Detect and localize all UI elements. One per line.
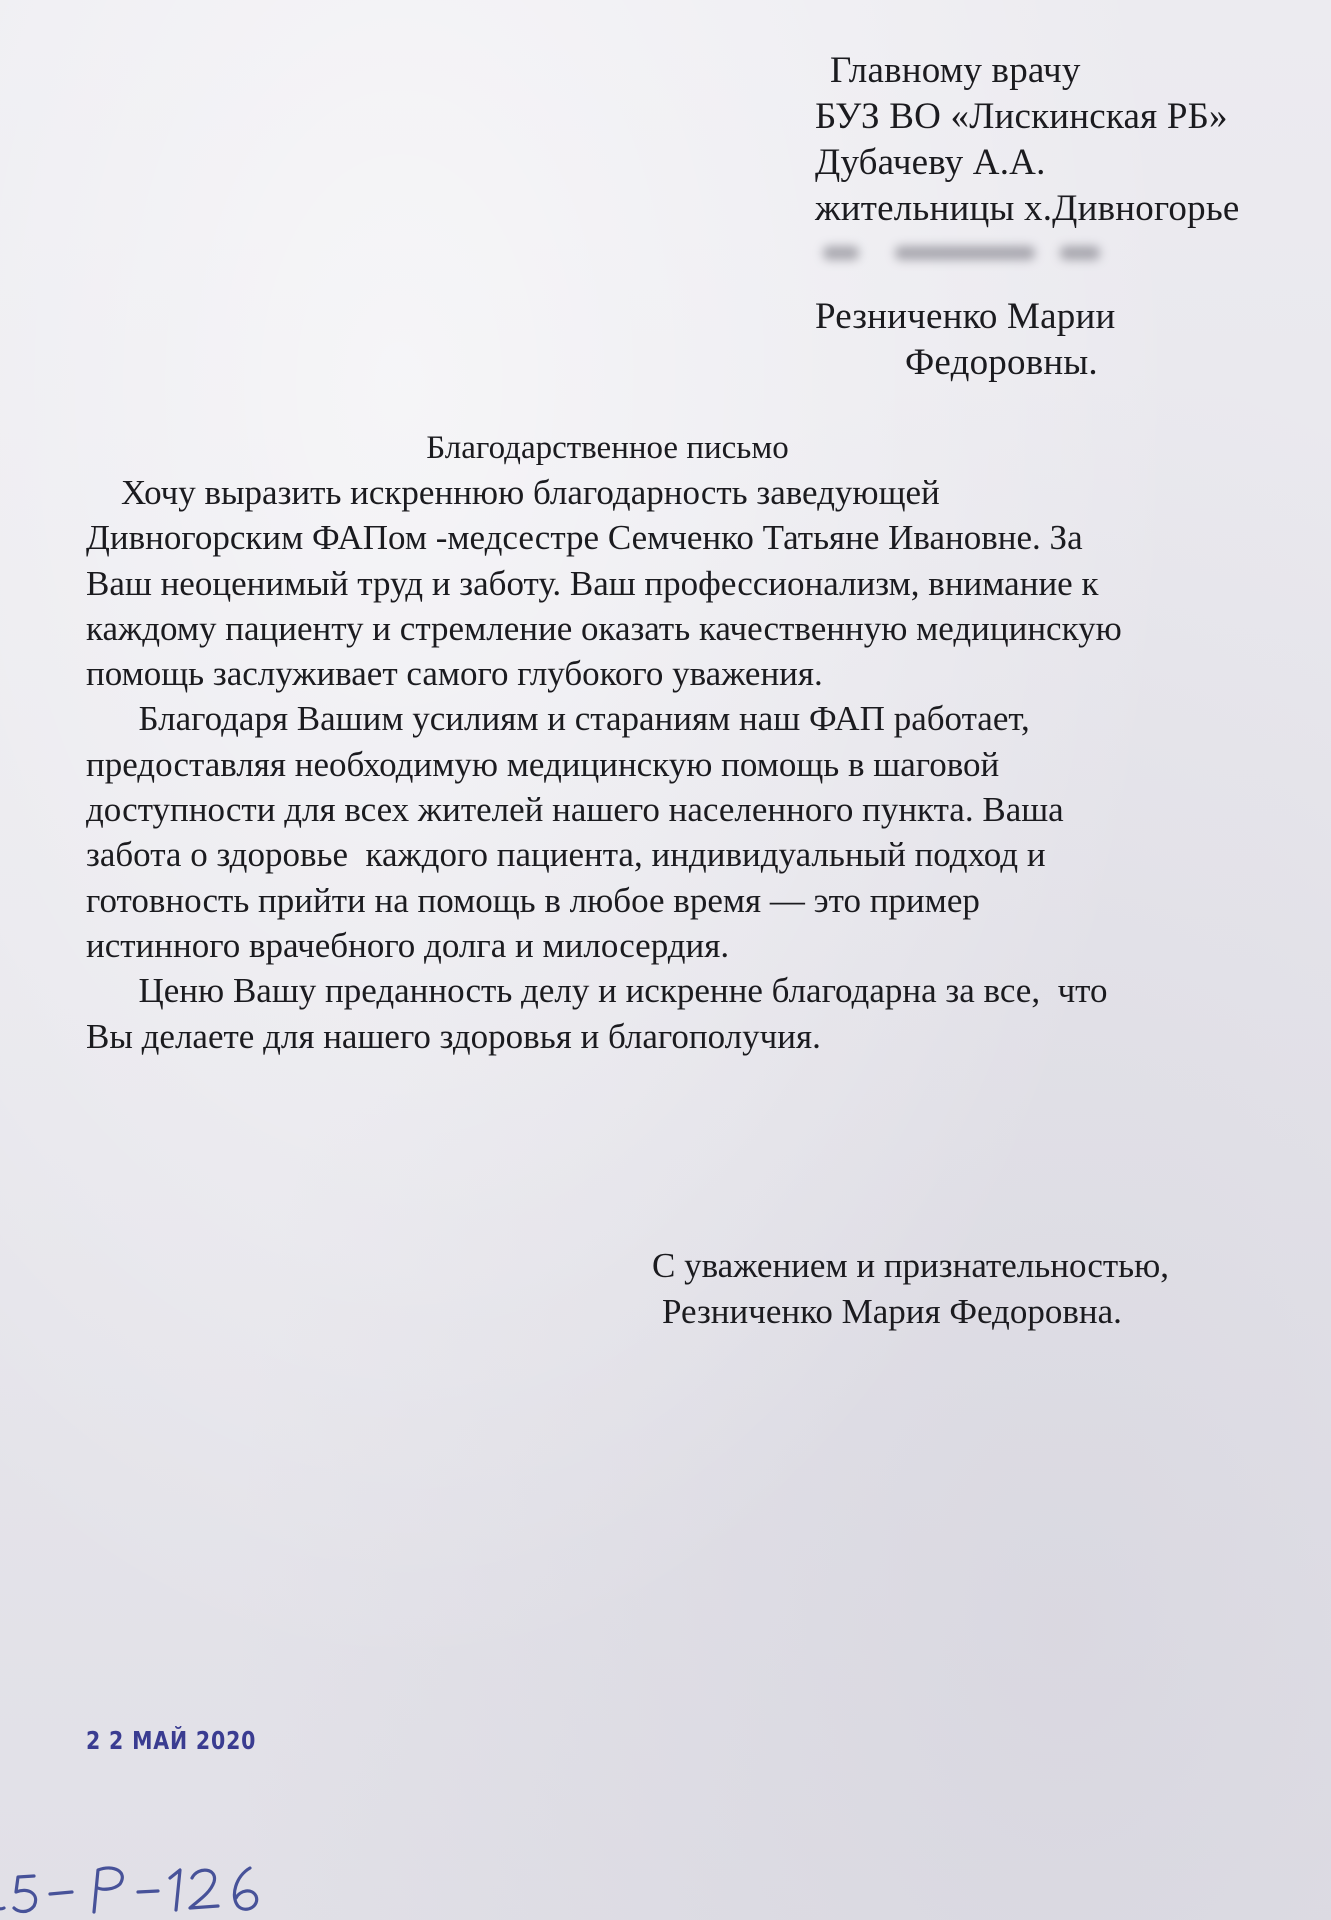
body-line: помощь заслуживает самого глубокого уважения.	[86, 654, 823, 694]
closing-block	[652, 1243, 1169, 1335]
body-line: забота о здоровье каждого пациента, индивидуальный подход и	[86, 835, 1046, 875]
addressee-position: Главному врачу	[830, 50, 1081, 91]
addressee-name: Дубачеву А.А.	[815, 142, 1046, 183]
redacted-address	[815, 232, 1315, 294]
body-line: готовность прийти на помощь в любое время — это пример	[86, 880, 980, 920]
sender-residence: жительницы х.Дивногорье	[815, 188, 1240, 229]
body-line: Хочу выразить искреннюю благодарность заведующей	[86, 473, 940, 512]
addressee-organization: БУЗ ВО «Лискинская РБ»	[815, 96, 1228, 137]
body-line: предоставляя необходимую медицинскую помощь в шаговой	[86, 744, 1000, 784]
closing-signature-name: Резниченко Мария Федоровна.	[662, 1292, 1122, 1331]
sender-name: Резниченко Марии	[815, 296, 1116, 337]
body-line: Ваш неоценимый труд и заботу. Ваш профессионализм, внимание к	[86, 563, 1099, 603]
body-line: каждому пациенту и стремление оказать качественную медицинскую	[86, 608, 1122, 648]
body-line: Дивногорским ФАПом -медсестре Семченко Татьяне Ивановне. За	[86, 518, 1083, 558]
body-line: Вы делаете для нашего здоровья и благополучия.	[86, 1016, 821, 1056]
body-line: Благодаря Вашим усилиям и стараниям наш ФАП работает,	[86, 699, 1030, 739]
handwritten-registration-number	[0, 1856, 278, 1920]
addressee-block	[815, 48, 1315, 386]
body-line: Ценю Вашу преданность делу и искренне благодарна за все, что	[86, 971, 1108, 1011]
sender-patronymic: Федоровны.	[905, 342, 1098, 383]
letter-title: Благодарственное письмо	[426, 430, 789, 466]
body-line: доступности для всех жителей нашего населенного пункта. Ваша	[86, 790, 1064, 830]
date-stamp: 2 2 МАЙ 2020	[86, 1726, 257, 1755]
letter-body	[86, 470, 1266, 1059]
body-line: истинного врачебного долга и милосердия.	[86, 925, 730, 965]
closing-salutation: С уважением и признательностью,	[652, 1246, 1170, 1285]
